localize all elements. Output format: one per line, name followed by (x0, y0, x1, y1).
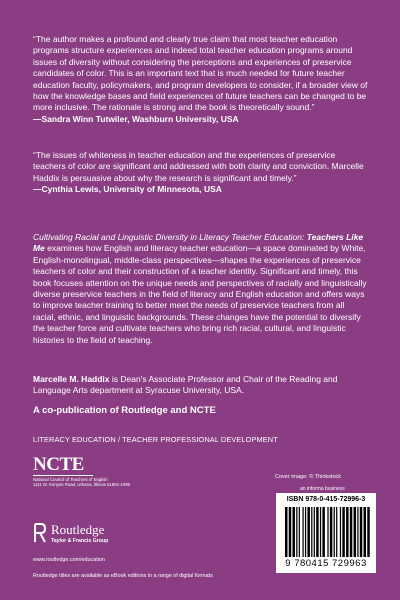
quote-text: “The author makes a profound and clearly true claim that most teacher education programs structure experiences and indeed total teacher education programs around issues of diversity without considering the perceptions and experiences of preservice candidates of color. This is an important text that is much needed for future teacher education faculty, policymakers, and program developers to consider, if a broader view of how the knowledge bases and field experiences of future teachers can be changed to be more inclusive. The rationale is strong and the book is theoretically sound.” (33, 34, 368, 113)
ncte-logo (33, 456, 153, 487)
description-body: examines how English and literacy teacher education—a space dominated by White, English-monolingual, middle-class perspectives—shapes the experiences of preservice teachers of color and their construction of a teacher identity. Significant and timely, this book focuses attention on the unique needs and perspectives of racially and linguistically diverse preservice teachers in the field of literacy and English education and offers ways to improve teacher training to better meet the needs of preservice teachers from all racial, ethnic, and linguistic backgrounds. These changes have the potential to diversify the teacher force and cultivate teachers who bring rich racial, cultural, and linguistic histories to the field of teaching. (33, 243, 367, 345)
publisher-url[interactable]: www.routledge.com/education (33, 557, 105, 563)
quote-attribution: —Sandra Winn Tutwiler, Washburn University, USA (33, 113, 239, 124)
ncte-wordmark: NCTE (33, 454, 84, 475)
isbn-label: ISBN 978-0-415-72996-3 (286, 496, 366, 503)
ncte-name: National Council of Teachers of English (33, 477, 108, 482)
author-name: Marcelle M. Haddix (33, 374, 110, 384)
cover-credit: Cover image: © Thinkstock (275, 474, 342, 480)
copublication-note: A co-publication of Routledge and NCTE (33, 405, 216, 416)
endorsement-quote-1 (33, 34, 369, 125)
barcode-digits: 9 780415 729963 (285, 558, 367, 569)
book-description (33, 232, 369, 346)
subject-category: LITERACY EDUCATION / TEACHER PROFESSIONAL DEVELOPMENT (33, 435, 278, 444)
book-subtitle: Teachers Like Me (33, 232, 364, 254)
author-bio-text: is Dean's Associate Professor and Chair of the Reading and Language Arts department at Syracuse University, USA. (33, 374, 338, 396)
barcode-icon (285, 507, 371, 557)
routledge-tagline: Taylor & Francis Group (51, 538, 109, 544)
ncte-address: 1111 W. Kenyon Road, Urbana, Illinois 61801-1096 (33, 482, 130, 487)
ebook-note: Routledge titles are available as eBook editions in a range of digital formats (33, 573, 213, 579)
ncte-rule (33, 475, 93, 476)
quote-attribution: —Cynthia Lewis, University of Minnesota, USA (33, 184, 222, 195)
endorsement-quote-2 (33, 150, 369, 196)
routledge-r-icon (33, 522, 47, 544)
quote-text: “The issues of whiteness in teacher education and the experiences of preservice teachers of color are significant and addressed with both clarity and conviction. Marcelle Haddix is persuasive about why the research is significant and timely.” (33, 150, 364, 183)
barcode-panel (276, 493, 376, 573)
book-title: Cultivating Racial and Linguistic Diversity in Literacy Teacher Education: (33, 232, 305, 242)
author-bio (33, 374, 369, 397)
informa-tag: an informa business (300, 486, 345, 492)
routledge-name: Routledge (51, 522, 105, 537)
